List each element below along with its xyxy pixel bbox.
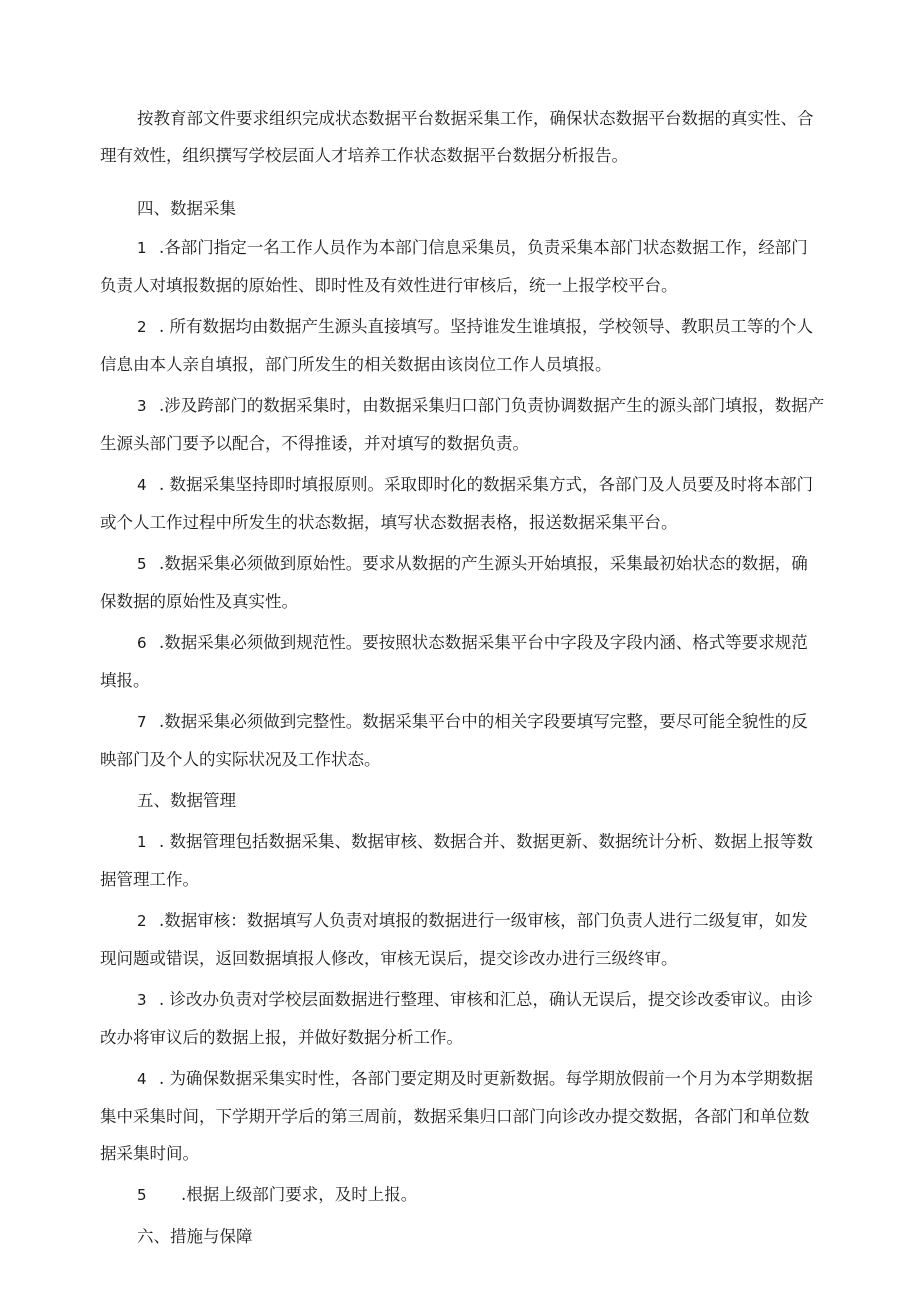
list-item [100,1060,828,1172]
item-text: .数据采集必须做到完整性。数据采集平台中的相关字段要填写完整，要尽可能全貌性的反 [159,712,808,731]
list-item [100,981,828,1056]
item-number: 3 [137,397,147,415]
item-text: .涉及跨部门的数据采集时，由数据采集归口部门负责协调数据产生的源头部门填报，数据产 [159,396,825,415]
item-text-continued: 映部门及个人的实际状况及工作状态。 [100,750,381,769]
list-item [137,1176,828,1214]
intro-line-1: 按教育部文件要求组织完成状态数据平台数据采集工作，确保状态数据平台数据的真实性、合 [137,109,814,128]
item-number: 4 [137,476,147,494]
item-number: 5 [137,555,147,573]
item-text: .数据审核：数据填写人负责对填报的数据进行一级审核，部门负责人进行二级复审，如发 [159,911,808,930]
item-number: 2 [137,318,147,336]
item-text-continued: 生源头部门要予以配合，不得推诿，并对填写的数据负责。 [100,434,529,453]
section-5-heading: 五、数据管理 [137,791,236,810]
list-item [100,229,828,304]
list-item [100,823,828,898]
item-text-continued: 据管理工作。 [100,870,199,889]
item-text: .根据上级部门要求，及时上报。 [181,1185,418,1204]
section-4-heading: 四、数据采集 [137,199,236,218]
item-text-continued: 保数据的原始性及真实性。 [100,592,298,611]
item-text-continued: 负责人对填报数据的原始性、即时性及有效性进行审核后，统一上报学校平台。 [100,276,678,295]
section-6-heading: 六、措施与保障 [137,1227,253,1246]
item-text-continued: 填报。 [100,671,150,690]
item-text-continued: 改办将审议后的数据上报，并做好数据分析工作。 [100,1028,463,1047]
item-text-continued: 集中采集时间，下学期开学后的第三周前，数据采集归口部门向诊改办提交数据，各部门和单位数 [100,1107,810,1126]
item-number: 1 [137,833,147,851]
item-text: .数据采集必须做到原始性。要求从数据的产生源头开始填报，采集最初始状态的数据，确 [159,554,808,573]
intro-line-2: 理有效性，组织撰写学校层面人才培养工作状态数据平台数据分析报告。 [100,146,628,165]
item-text: . 诊改办负责对学校层面数据进行整理、审核和汇总，确认无误后，提交诊改委审议。由诊 [159,990,813,1009]
list-item [100,902,828,977]
item-text-continued: 现问题或错误，返回数据填报人修改，审核无误后，提交诊改办进行三级终审。 [100,949,678,968]
item-text-continued: 据采集时间。 [100,1144,199,1163]
item-number: 3 [137,991,147,1009]
item-text: . 所有数据均由数据产生源头直接填写。坚持谁发生谁填报，学校领导、教职员工等的个人 [159,317,813,336]
section-4-list [100,229,828,778]
item-text: .各部门指定一名工作人员作为本部门信息采集员，负责采集本部门状态数据工作，经部门 [159,238,808,257]
item-text-continued: 信息由本人亲自填报，部门所发生的相关数据由该岗位工作人员填报。 [100,355,612,374]
section-5-list [100,823,828,1214]
item-number: 4 [137,1070,147,1088]
item-number: 6 [137,634,147,652]
item-text-continued: 或个人工作过程中所发生的状态数据，填写状态数据表格，报送数据采集平台。 [100,513,678,532]
intro-paragraph [100,100,828,174]
item-number: 2 [137,912,147,930]
list-item [100,624,828,699]
list-item [100,387,828,462]
item-text: . 数据管理包括数据采集、数据审核、数据合并、数据更新、数据统计分析、数据上报等数 [159,832,813,851]
list-item [100,703,828,778]
item-number: 1 [137,239,147,257]
item-number: 5 [137,1186,147,1204]
list-item [100,545,828,620]
list-item [100,308,828,383]
item-text: . 为确保数据采集实时性，各部门要定期及时更新数据。每学期放假前一个月为本学期数据 [159,1069,813,1088]
item-number: 7 [137,713,147,731]
item-text: . 数据采集坚持即时填报原则。采取即时化的数据采集方式，各部门及人员要及时将本部门 [159,475,813,494]
list-item [100,466,828,541]
item-text: .数据采集必须做到规范性。要按照状态数据采集平台中字段及字段内涵、格式等要求规范 [159,633,808,652]
